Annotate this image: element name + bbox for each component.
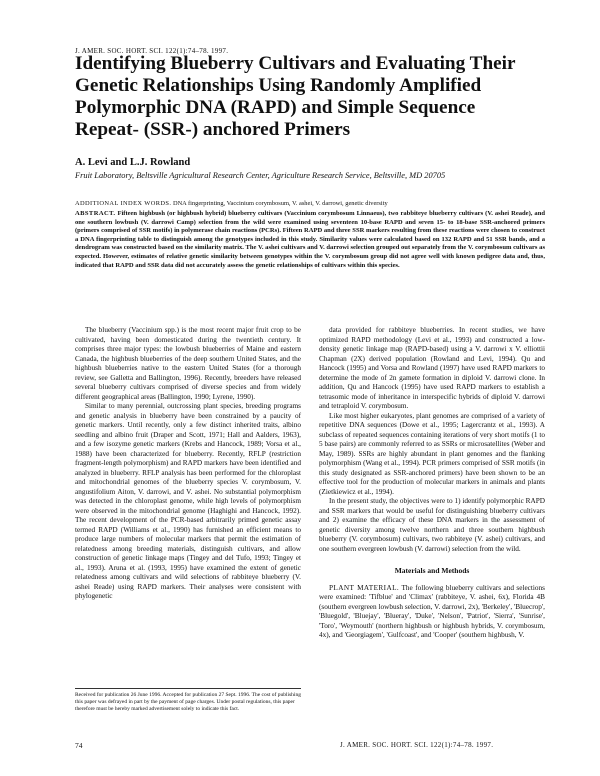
subsection-text: The following blueberry cultivars and selections were examined: 'Tifblue' and 'Climax' (rabbiteye, V. ashei, 6x), Florida 4B (southern evergreen lowbush selection, V. darrowi, 2x), 'Berkeley', 'Bluecrop', 'Bluegold', 'Bluejay', 'Blueray', 'Duke', 'Nelson', 'Patriot', 'Sierra', 'Sunrise', 'Toro', 'Weymouth' (northern highbush or highbush hybrids, V. corymbosum, 4x), and 'Georgiagem', 'Gulfcoast', and 'Cooper' (southern highbush, V. (319, 583, 545, 640)
abstract (75, 210, 545, 270)
authors: A. Levi and L.J. Rowland (75, 157, 191, 168)
subsection-lead: PLANT MATERIAL. (329, 583, 400, 592)
body-paragraph: data provided for rabbiteye blueberries. In recent studies, we have optimized RAPD methodology (Levi et al., 1993) and constructed a low-density genetic linkage map (RAPD-based) using a V. darrowi x V. elliottii Chapman (2X) derived population (Rowland and Levi, 1994). Qu and Hancock (1995) and Vorsa and Rowland (1997) have used RAPD markers to determine the mode of 2n gamete formation in diploid V. darrowi clone. In addition, Qu and Hancock (1995) have used RAPD markers to establish a tetrasomic mode of inheritance in interspecific hybrids of diploid V. darrowi and tetraploid V. corymbosum. (319, 326, 545, 411)
page-number: 74 (75, 741, 83, 750)
body-paragraph (319, 584, 545, 641)
keywords-text: DNA fingerprinting, Vaccinium corymbosum, V. ashei, V. darrowi, genetic diversity (171, 200, 388, 207)
abstract-label: ABSTRACT. (75, 210, 116, 217)
body-paragraph: Similar to many perennial, outcrossing plant species, breeding programs and genetic analysis in blueberry have been constrained by a paucity of genetic markers. Until recently, only a few distinct inherited traits, albino seedling and albino fruit (Draper and Scott, 1971; Hall and Aalders, 1963), and a few isozyme genetic markers (Krebs and Hancock, 1989; Vorsa et al., 1988) have been characterized for blueberry. Recently, RFLP (restriction fragment-length polymorphism) and RAPD markers have been identified and analyzed in blueberry. RFLP analysis has been performed for the chloroplast and mitochondrial genomes of the blueberry species V. corymbosum, V. angustifolium Aiton, V. darrowi, and V. ashei. No substantial polymorphism was detected in the chloroplast genome, while high levels of polymorphism were observed in the mitochondrial genome (Haghighi and Hancock, 1992). The recent development of the PCR-based arbitrarily primed genetic assay termed RAPD (Williams et al., 1990) has furnished an efficient means to produce large numbers of molecular markers that permit the estimation of relatedness among breeding materials, distinguish cultivars, and allow construction of genetic linkage maps (Tingey and del Tufo, 1993; Tingey et al., 1993). Aruna et al. (1993, 1995) have examined the extent of genetic relatedness among cultivars and wild selections of rabbiteye blueberry (V. ashei Reade) using RAPD markers. Their analyses were consistent with phylogenetic (75, 402, 301, 601)
footnote: Received for publication 26 June 1996. Accepted for publication 27 Sept. 1996. The cost of publishing this paper was defrayed in part by the payment of page charges. Under postal regulations, this paper therefore must be hereby marked advertisement solely to indicate this fact. (75, 688, 301, 713)
body-paragraph: In the present study, the objectives were to 1) identify polymorphic RAPD and SSR markers that would be useful for distinguishing blueberry cultivars and 2) examine the efficacy of these DNA markers in the assessment of genetic diversity among twelve northern and three southern highbush blueberry (V. corymbosum) cultivars, two rabbiteye (V. ashei) cultivars, and one southern evergreen lowbush (V. darrowi) selection from the wild. (319, 497, 545, 553)
paper-title: Identifying Blueberry Cultivars and Evaluating Their Genetic Relationships Using Randomly Amplified Polymorphic DNA (RAPD) and Simple Sequence Repeat- (SSR-) anchored Primers (75, 53, 516, 140)
body-paragraph: The blueberry (Vaccinium spp.) is the most recent major fruit crop to be cultivated, having been domesticated during the twentieth century. It comprises three major types: the lowbush blueberries of Maine and eastern Canada, the highbush blueberries of the deep southern United States, and the highbush blueberries native to the eastern United States (for a thorough review, see Galletta and Ballington, 1996). Recently, breeders have released several blueberry cultivars comprised of diverse species and from widely different geographical areas (Ballington, 1990; Lyrene, 1990). (75, 326, 301, 401)
right-column (319, 326, 545, 641)
journal-header: J. AMER. SOC. HORT. SCI. 122(1):74–78. 1997. (75, 47, 229, 55)
affiliation: Fruit Laboratory, Beltsville Agricultural Research Center, Agriculture Research Service, Beltsville, MD 20705 (75, 171, 446, 180)
section-heading: Materials and Methods (394, 566, 470, 576)
left-column (75, 326, 301, 602)
footer-journal: J. AMER. SOC. HORT. SCI. 122(1):74–78. 1997. (340, 741, 494, 749)
body-paragraph: Like most higher eukaryotes, plant genomes are comprised of a variety of repetitive DNA sequences (Dowe et al., 1995; Lagercrantz et al., 1993). A subclass of repeated sequences containing iterations of very short motifs (1 to 5 base pairs) are commonly referred to as SSRs or microsatellites (Weber and May, 1989). SSRs are highly abundant in plant genomes and the flanking polymorphism (Wang et al., 1994). PCR primers comprised of SSR motifs (in this study designated as SSR-anchored primers) have been shown to be an effective tool for the production of molecular markers in animals and plants (Zietkiewicz et al., 1994). (319, 411, 545, 496)
abstract-text: Fifteen highbush (or highbush hybrid) blueberry cultivars (Vaccinium corymbosum Linnaeus), two rabbiteye blueberry cultivars (V. ashei Reade), and one southern lowbush (V. darrowi Camp) selection from the wild were examined using seventeen 10-base RAPD and seven 15- to 18-base SSR-anchored primers (primers comprised of SSR motifs) in polymerase chain reactions (PCRs). Fifteen RAPD and three SSR markers resulting from these reactions were chosen to construct a DNA fingerprinting table to distinguish among the genotypes included in this study. Similarity values were calculated based on 132 RAPD and 51 SSR bands, and a dendrogram was constructed based on the similarity matrix. The V. ashei cultivars and V. darrowi selection grouped out separately from the V. corymbosum cultivars as expected. However, estimates of relative genetic similarity between genotypes within the V. corymbosum group did not agree well with known pedigree data and, thus, indicated that RAPD and SSR data did not accurately assess the genetic relationships of cultivars within this species. (75, 210, 545, 269)
keywords (75, 200, 545, 208)
keywords-label: ADDITIONAL INDEX WORDS. (75, 200, 172, 207)
